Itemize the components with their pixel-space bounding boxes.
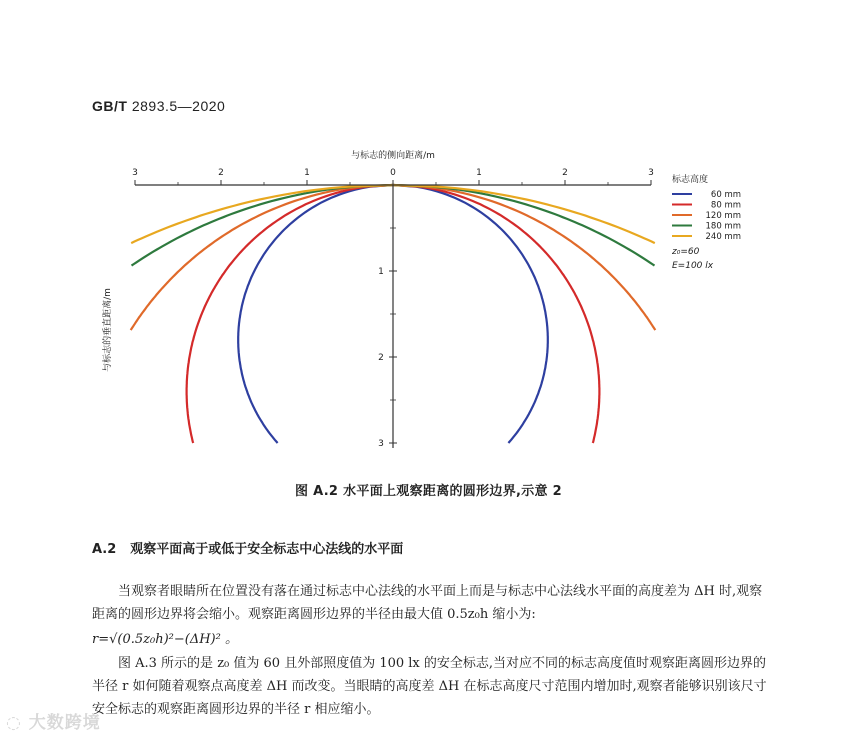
y-tick-label: 1 bbox=[378, 267, 384, 277]
section-number: A.2 bbox=[92, 542, 117, 557]
legend-param-E: E=100 lx bbox=[672, 261, 714, 271]
x-tick-label: 0 bbox=[390, 168, 396, 178]
x-tick-label: 1 bbox=[476, 168, 482, 178]
standard-number: 2893.5—2020 bbox=[131, 98, 226, 114]
legend-label: 80 mm bbox=[710, 200, 741, 211]
watermark-text: 大数跨境 bbox=[28, 713, 101, 733]
x-axis-label: 与标志的侧向距离/m bbox=[351, 151, 435, 161]
paragraph-1: 当观察者眼睛所在位置没有落在通过标志中心法线的水平面上而是与标志中心法线水平面的高度差为 ΔH 时,观察距离的圆形边界将会缩小。观察距离圆形边界的半径由最大值 0.5z₀h 缩小为: bbox=[92, 584, 763, 622]
legend-label: 240 mm bbox=[705, 232, 741, 242]
series-curve-60mm-right bbox=[393, 185, 548, 443]
figure-caption: 图 A.2 水平面上观察距离的圆形边界,示意 2 bbox=[294, 484, 563, 499]
x-tick-label: 2 bbox=[218, 168, 224, 178]
legend-label: 60 mm bbox=[710, 190, 741, 200]
x-tick-label: 2 bbox=[562, 168, 568, 178]
paragraph-2: 图 A.3 所示的是 z₀ 值为 60 且外部照度值为 100 lx 的安全标志,当对应不同的标志高度值时观察距离圆形边界的半径 r 如何随着观察点高度差 ΔH 而改变。当眼睛的高度差 ΔH 在标志高度尺寸范围内增加时,观察者能够识别该尺寸安全标志的观察距离圆形边界的半径 r 相应缩小。 bbox=[92, 656, 767, 717]
y-axis-label: 与标志的垂直距离/m bbox=[103, 288, 113, 372]
watermark bbox=[6, 708, 101, 733]
legend-title: 标志高度 bbox=[672, 175, 709, 185]
x-tick-label: 1 bbox=[304, 168, 310, 178]
formula: r=√(0.5z₀h)²−(ΔH)² 。 bbox=[92, 632, 238, 647]
legend-label: 120 mm bbox=[705, 211, 741, 221]
speech-bubble-icon: ◌ bbox=[6, 713, 22, 733]
legend bbox=[672, 190, 741, 242]
series-curve-60mm-left bbox=[238, 185, 393, 443]
y-tick-label: 2 bbox=[378, 353, 384, 363]
x-tick-label: 3 bbox=[132, 168, 138, 178]
x-tick-label: 3 bbox=[648, 168, 654, 178]
standard-code: GB/T bbox=[92, 98, 128, 114]
section-heading bbox=[92, 538, 403, 557]
section-title: 观察平面高于或低于安全标志中心法线的水平面 bbox=[130, 542, 404, 557]
legend-label: 180 mm bbox=[705, 221, 741, 232]
y-tick-label: 3 bbox=[378, 439, 384, 449]
legend-param-z0: z₀=60 bbox=[672, 247, 700, 257]
